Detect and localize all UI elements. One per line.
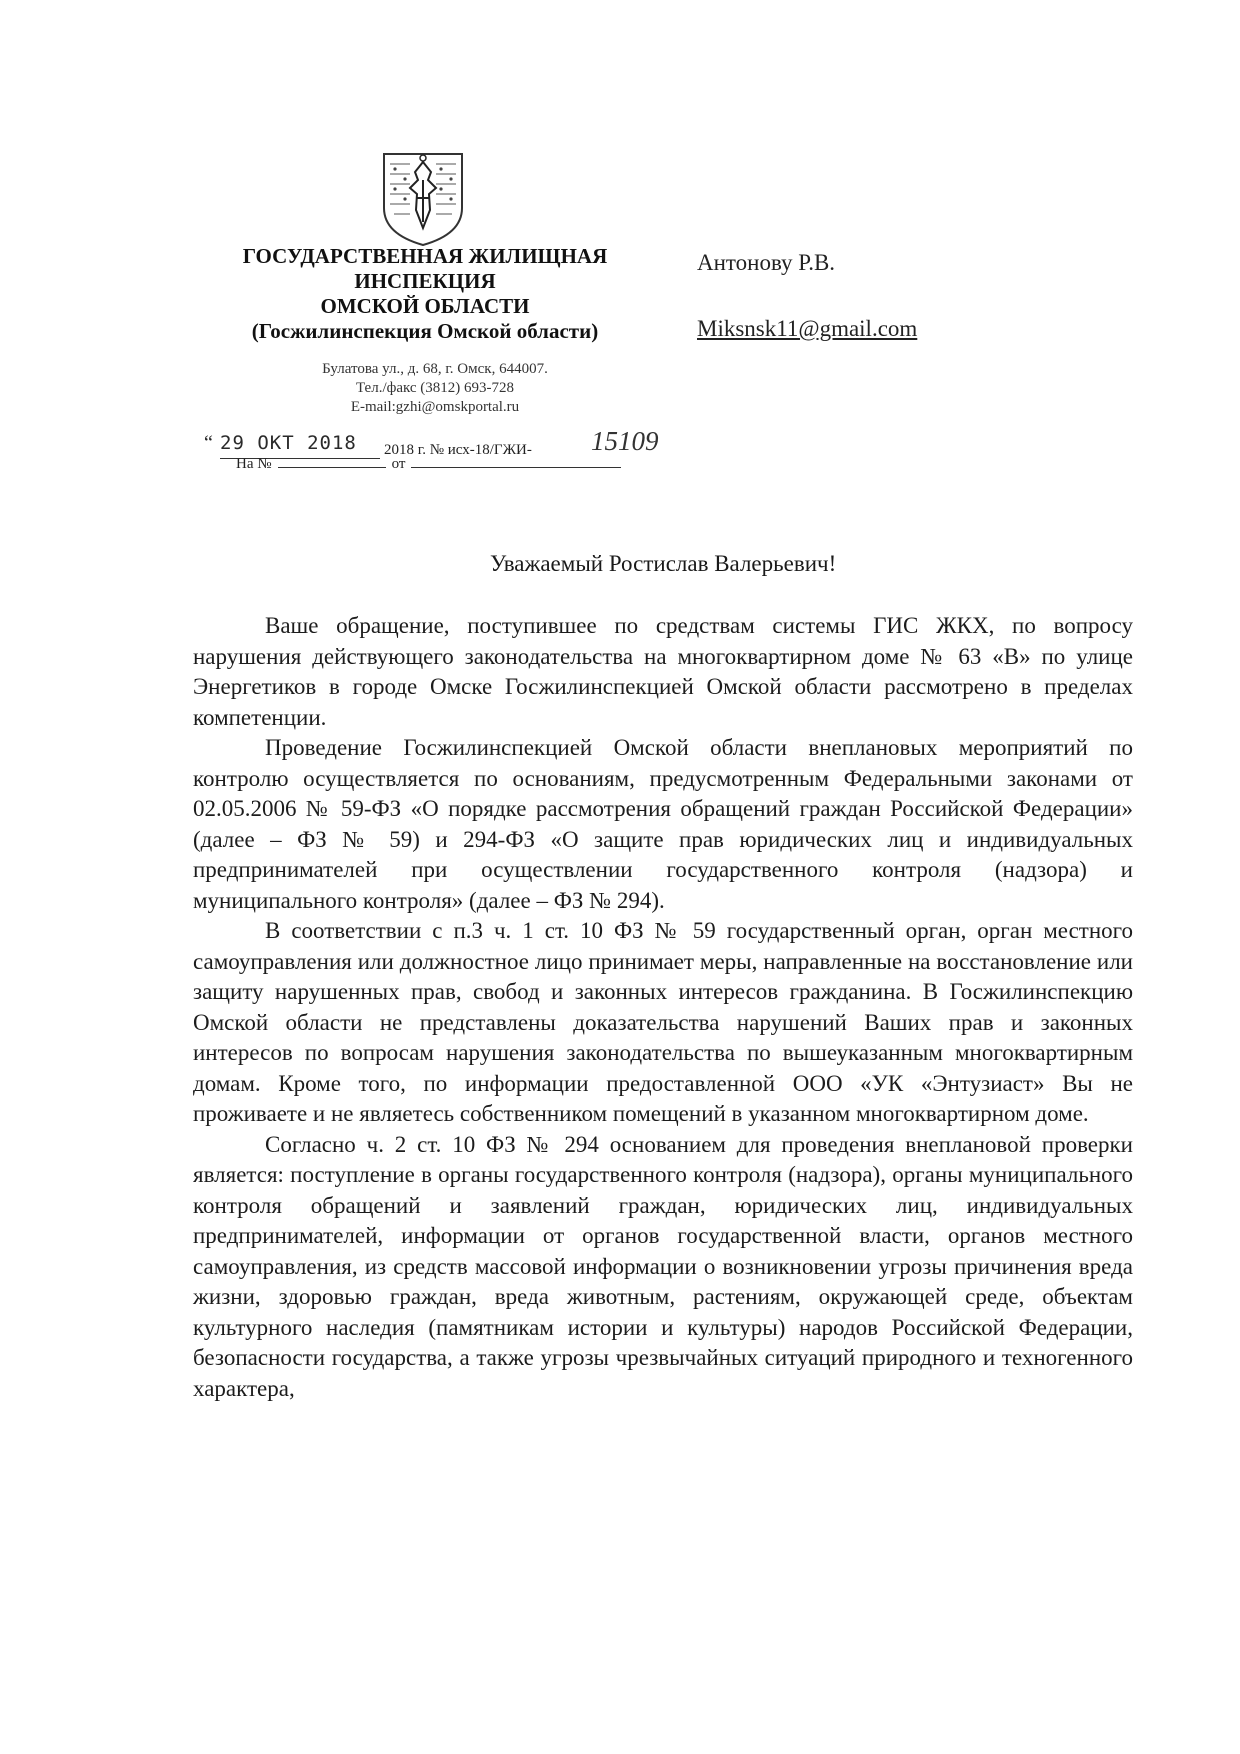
agency-name-block bbox=[200, 244, 650, 344]
reference-line bbox=[236, 456, 636, 473]
reference-number-blank bbox=[278, 467, 386, 468]
handwritten-outgoing-number: 15109 bbox=[591, 426, 659, 456]
outgoing-number-prefix: 2018 г. № исх-18/ГЖИ- bbox=[384, 442, 532, 458]
letter-body bbox=[193, 611, 1133, 1404]
addressee-name: Антонову Р.В. bbox=[697, 250, 836, 275]
omsk-coat-of-arms-icon bbox=[380, 150, 466, 248]
body-paragraph: В соответствии с п.3 ч. 1 ст. 10 ФЗ № 59 государственный орган, орган местного самоуправления или должностное лицо принимает меры, направленные на восстановление или защиту нарушенных прав, свобод и законных интересов гражданина. В Госжилинспекцию Омской области не представлены доказательства нарушений Ваших прав и законных интересов по вопросам нарушения законодательства по вышеуказанным многоквартирным домам. Кроме того, по информации предоставленной ООО «УК «Энтузиаст» Вы не проживаете и не являетесь собственником помещений в указанном многоквартирном доме. bbox=[193, 918, 1133, 1126]
body-paragraph: Проведение Госжилинспекцией Омской области внеплановых мероприятий по контролю осуществляется по основаниям, предусмотренным Федеральными законами от 02.05.2006 № 59-ФЗ «О порядке рассмотрения обращений граждан Российской Федерации» (далее – ФЗ № 59) и 294-ФЗ «О защите прав юридических лиц и индивидуальных предпринимателей при осуществлении государственного контроля (надзора) и муниципального контроля» (далее – ФЗ № 294). bbox=[193, 735, 1133, 913]
agency-name-line: ОМСКОЙ ОБЛАСТИ bbox=[320, 294, 530, 318]
agency-address: Булатова ул., д. 68, г. Омск, 644007. bbox=[322, 361, 548, 377]
agency-name-line: ИНСПЕКЦИЯ bbox=[354, 269, 496, 293]
agency-short-name: (Госжилинспекция Омской области) bbox=[251, 319, 599, 343]
agency-email: E-mail:gzhi@omskportal.ru bbox=[350, 399, 520, 415]
date-open-quote: “ bbox=[204, 432, 213, 454]
date-stamp: 29 ОКТ 2018 bbox=[220, 432, 357, 454]
body-paragraph: Ваше обращение, поступившее по средствам системы ГИС ЖКХ, по вопросу нарушения действующего законодательства на многоквартирном доме № 63 «В» по улице Энергетиков в городе Омске Госжилинспекцией Омской области рассмотрено в пределах компетенции. bbox=[193, 613, 1133, 730]
agency-phone: Тел./факс (3812) 693-728 bbox=[355, 380, 515, 396]
salutation: Уважаемый Ростислав Валерьевич! bbox=[490, 551, 837, 576]
reference-date-blank bbox=[411, 467, 621, 468]
addressee-email: Miksnsk11@gmail.com bbox=[697, 316, 918, 341]
agency-name-line: ГОСУДАРСТВЕННАЯ ЖИЛИЩНАЯ bbox=[242, 244, 608, 268]
body-paragraph: Согласно ч. 2 ст. 10 ФЗ № 294 основанием для проведения внеплановой проверки является: поступление в органы государственного контроля (надзора), органы муниципального контроля обращений и заявлений граждан, юридических лиц, индивидуальных предпринимателей, информации от органов государственной власти, органов местного самоуправления, из средств массовой информации о возникновении угрозы причинения вреда жизни, здоровью граждан, вреда животным, растениям, окружающей среде, объектам культурного наследия (памятникам истории и культуры) народов Российской Федерации, безопасности государства, а также угрозы чрезвычайных ситуаций природного и техногенного характера, bbox=[193, 1131, 1133, 1401]
reference-label-number: На № bbox=[236, 456, 272, 472]
agency-contacts bbox=[270, 360, 600, 417]
reference-label-date: от bbox=[391, 456, 406, 472]
